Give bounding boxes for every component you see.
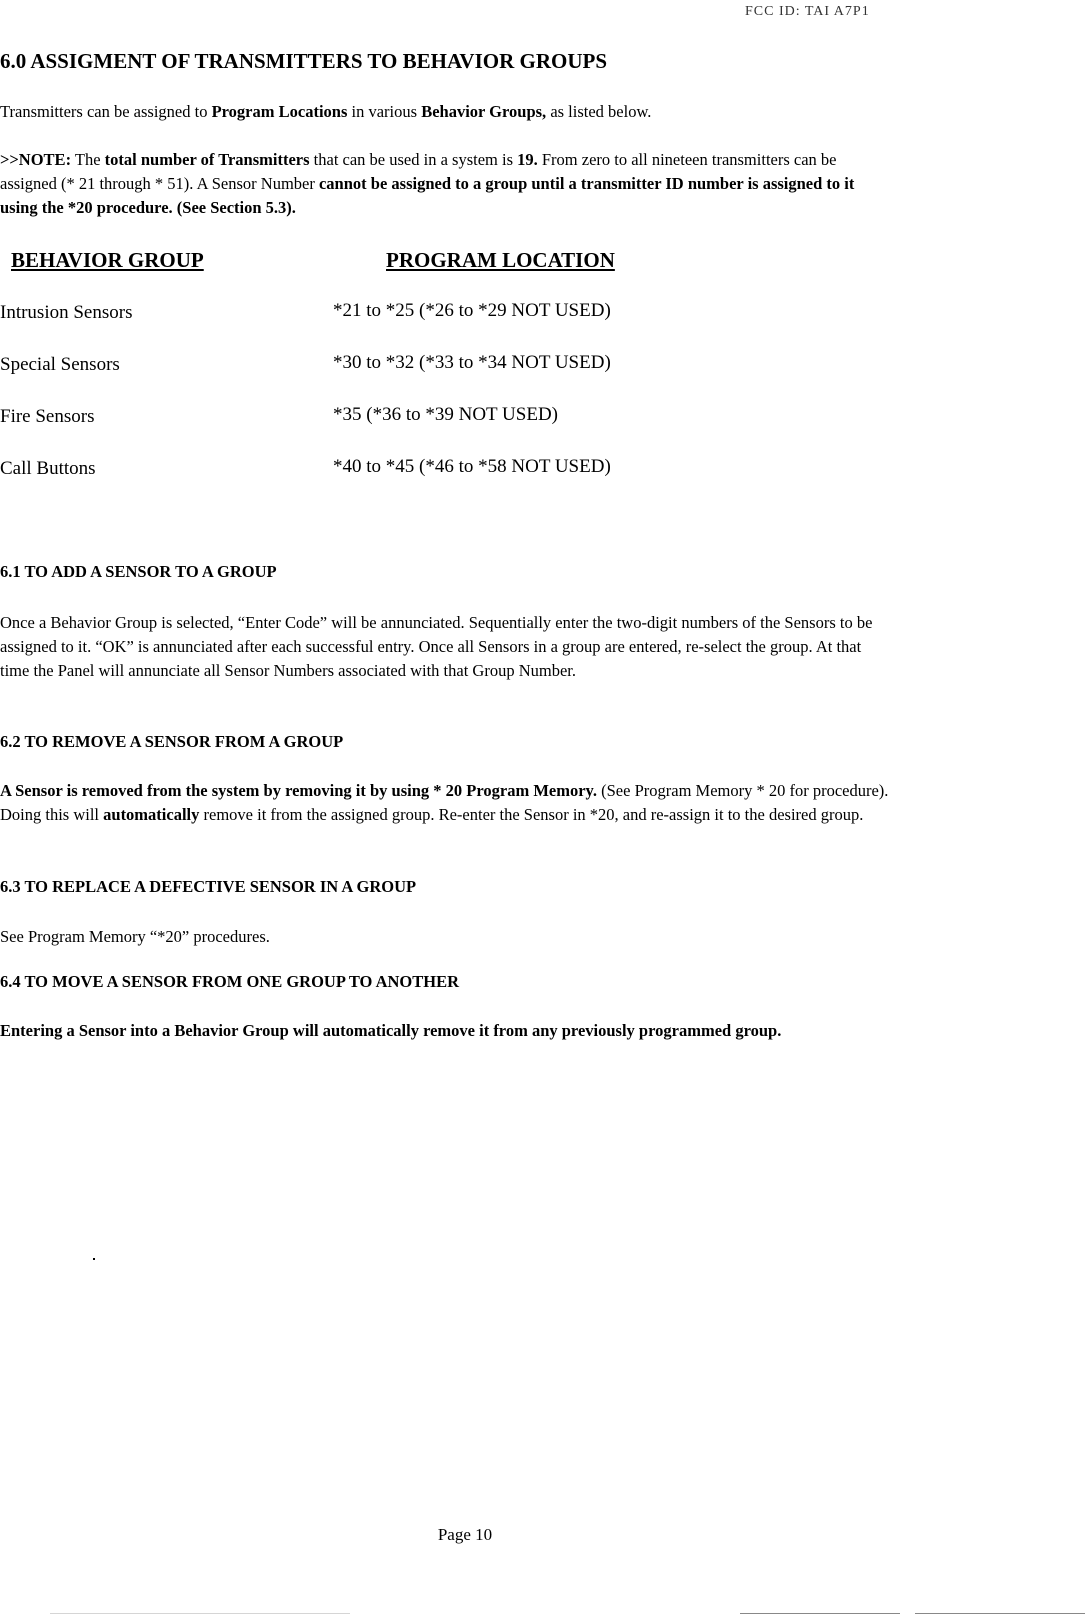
note-bold-4: cannot be assigned to a group until a transmitter ID number is assigned to it using the *20 procedure. (See Section 5.3). bbox=[0, 174, 855, 217]
row-location-value: *30 to *32 (*33 to *34 NOT USED) bbox=[333, 352, 611, 373]
subsection-title-6-3: 6.3 TO REPLACE A DEFECTIVE SENSOR IN A GROUP bbox=[0, 877, 417, 896]
remove-text-2: remove it from the assigned group. Re-enter the Sensor in *20, and re-assign it to the desired group. bbox=[199, 805, 864, 824]
table-header-location: PROGRAM LOCATION bbox=[386, 248, 615, 272]
intro-paragraph bbox=[0, 100, 900, 124]
note-text-2: that can be used in a system is bbox=[309, 150, 518, 169]
note-bold-3: 19. bbox=[517, 150, 538, 169]
subsection-title-6-4: 6.4 TO MOVE A SENSOR FROM ONE GROUP TO ANOTHER bbox=[0, 972, 460, 991]
intro-bold-2: Behavior Groups, bbox=[421, 102, 547, 121]
row-location-value: *35 (*36 to *39 NOT USED) bbox=[333, 404, 559, 425]
subsection-title-6-2: 6.2 TO REMOVE A SENSOR FROM A GROUP bbox=[0, 732, 344, 751]
note-bold-1: >>NOTE: bbox=[0, 150, 72, 169]
table-header-group: BEHAVIOR GROUP bbox=[11, 248, 204, 272]
subsection-title-6-1: 6.1 TO ADD A SENSOR TO A GROUP bbox=[0, 562, 277, 581]
note-paragraph bbox=[0, 148, 870, 220]
note-text-3: From zero to all nineteen transmitters can be assigned (* 21 through * 51). A Sensor Number bbox=[0, 150, 837, 193]
scan-line bbox=[740, 1613, 900, 1614]
row-group-label: Call Buttons bbox=[0, 458, 96, 479]
row-location-value: *21 to *25 (*26 to *29 NOT USED) bbox=[333, 300, 611, 321]
subsection-body-6-2 bbox=[0, 779, 890, 827]
remove-bold-2: automatically bbox=[103, 805, 200, 824]
note-bold-2: total number of Transmitters bbox=[104, 150, 310, 169]
remove-text-1: (See Program Memory * 20 for procedure). Doing this will bbox=[0, 781, 889, 824]
scan-dot bbox=[93, 1258, 95, 1260]
row-group-label: Special Sensors bbox=[0, 354, 120, 375]
intro-text-1: Transmitters can be assigned to bbox=[0, 102, 212, 121]
subsection-body-6-1: Once a Behavior Group is selected, “Enter Code” will be annunciated. Sequentially enter the two-digit numbers of the Sensors to be assigned to it. “OK” is annunciated after each successful entry. Once all Sensors in a group are entered, re-select the group. At that time the Panel will annunciate all Sensor Numbers associated with that Group Number. bbox=[0, 613, 873, 680]
note-text-1: The bbox=[71, 150, 105, 169]
subsection-body-6-4: Entering a Sensor into a Behavior Group will automatically remove it from any previously programmed group. bbox=[0, 1021, 782, 1040]
row-group-label: Intrusion Sensors bbox=[0, 302, 133, 323]
row-location-value: *40 to *45 (*46 to *58 NOT USED) bbox=[333, 456, 611, 477]
page-number: Page 10 bbox=[437, 1525, 493, 1544]
scan-line bbox=[915, 1613, 1085, 1614]
subsection-body-6-3: See Program Memory “*20” procedures. bbox=[0, 927, 270, 946]
intro-bold-1: Program Locations bbox=[211, 102, 348, 121]
fcc-id-header: FCC ID: TAI A7P1 bbox=[745, 4, 870, 19]
remove-bold-1: A Sensor is removed from the system by removing it by using * 20 Program Memory. bbox=[0, 781, 598, 800]
row-group-label: Fire Sensors bbox=[0, 406, 95, 427]
intro-text-3: as listed below. bbox=[546, 102, 652, 121]
intro-text-2: in various bbox=[347, 102, 422, 121]
section-title: 6.0 ASSIGMENT OF TRANSMITTERS TO BEHAVIOR GROUPS bbox=[0, 49, 608, 73]
scan-line bbox=[50, 1613, 350, 1614]
